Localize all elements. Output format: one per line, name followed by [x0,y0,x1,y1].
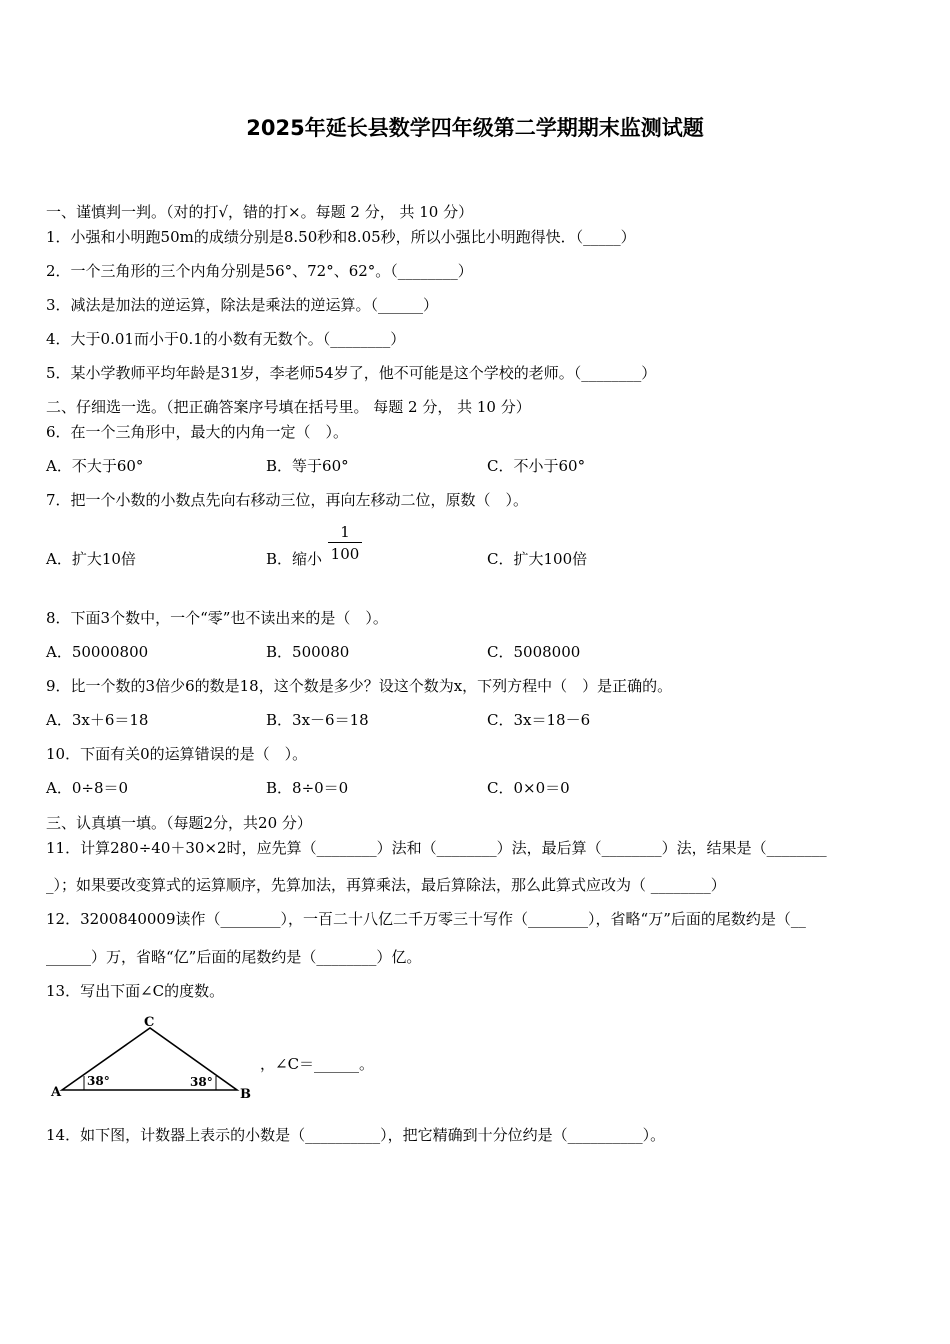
question-8: 8．下面3个数中，一个“零”也不读出来的是（ ）。 [46,609,388,627]
q6-option-a: A．不大于60° [46,457,144,475]
vertex-a-label: A [51,1085,62,1100]
q9-option-c: C．3x＝18－6 [487,711,591,729]
question-6: 6．在一个三角形中，最大的内角一定（ ）。 [46,423,349,441]
angle-a-label: 38° [87,1074,110,1088]
question-10: 10．下面有关0的运算错误的是（ ）。 [46,745,308,763]
q13-answer: ，∠C＝______。 [260,1055,375,1073]
q7-option-a: A．扩大10倍 [46,550,136,568]
page-title: 2025年延长县数学四年级第二学期期末监测试题 [246,116,704,140]
angle-b-label: 38° [190,1075,213,1089]
q9-option-a: A．3x＋6＝18 [46,711,149,729]
q6-option-c: C．不小于60° [487,457,586,475]
question-14: 14．如下图，计数器上表示的小数是（__________），把它精确到十分位约是（__________）。 [46,1126,666,1144]
question-3: 3．减法是加法的逆运算，除法是乘法的逆运算。（______） [46,296,439,314]
fraction-denominator: 100 [330,545,360,563]
question-11-line1: 11．计算280÷40＋30×2时，应先算（________）法和（________）法，最后算（________）法，结果是（________ [46,839,827,857]
q7-fraction [328,523,362,563]
section1-heading: 一、谨慎判一判。（对的打√，错的打×。每题 2 分， 共 10 分） [46,203,474,221]
section3-heading: 三、认真填一填。（每题2分，共20 分） [46,814,312,832]
q9-option-b: B．3x－6＝18 [266,711,369,729]
q8-option-a: A．50000800 [46,643,149,661]
triangle-figure [46,1012,266,1102]
q10-option-a: A．0÷8＝0 [46,779,129,797]
question-1: 1．小强和小明跑50m的成绩分别是8.50秒和8.05秒，所以小强比小明跑得快．（_____） [46,228,636,246]
fraction-bar [328,542,362,543]
question-2: 2．一个三角形的三个内角分别是56°、72°、62°。（________） [46,262,473,280]
vertex-c-label: C [144,1015,155,1030]
vertex-b-label: B [240,1087,251,1102]
q7-option-c: C．扩大100倍 [487,550,588,568]
question-11-line2: _）；如果要改变算式的运算顺序，先算加法，再算乘法，最后算除法，那么此算式应改为（ ________） [46,876,726,894]
q6-option-b: B．等于60° [266,457,349,475]
question-4: 4．大于0.01而小于0.1的小数有无数个。（________） [46,330,406,348]
question-12-line1: 12．3200840009读作（________），一百二十八亿二千万零三十写作（________），省略“万”后面的尾数约是（__ [46,910,806,928]
section2-heading: 二、仔细选一选。（把正确答案序号填在括号里。 每题 2 分， 共 10 分） [46,398,531,416]
q7-option-b: B．缩小 [266,550,323,568]
question-5: 5．某小学教师平均年龄是31岁，李老师54岁了，他不可能是这个学校的老师。（________） [46,364,657,382]
q8-option-c: C．5008000 [487,643,581,661]
question-13: 13．写出下面∠C的度数。 [46,982,225,1000]
question-12-line2: ______）万，省略“亿”后面的尾数约是（________）亿。 [46,948,422,966]
question-9: 9．比一个数的3倍少6的数是18，这个数是多少？设这个数为x，下列方程中（ ）是正确的。 [46,677,673,695]
q10-option-c: C．0×0＝0 [487,779,570,797]
q10-option-b: B．8÷0＝0 [266,779,349,797]
q8-option-b: B．500080 [266,643,350,661]
fraction-numerator: 1 [340,523,350,541]
question-7: 7．把一个小数的小数点先向右移动三位，再向左移动二位，原数（ ）。 [46,491,529,509]
